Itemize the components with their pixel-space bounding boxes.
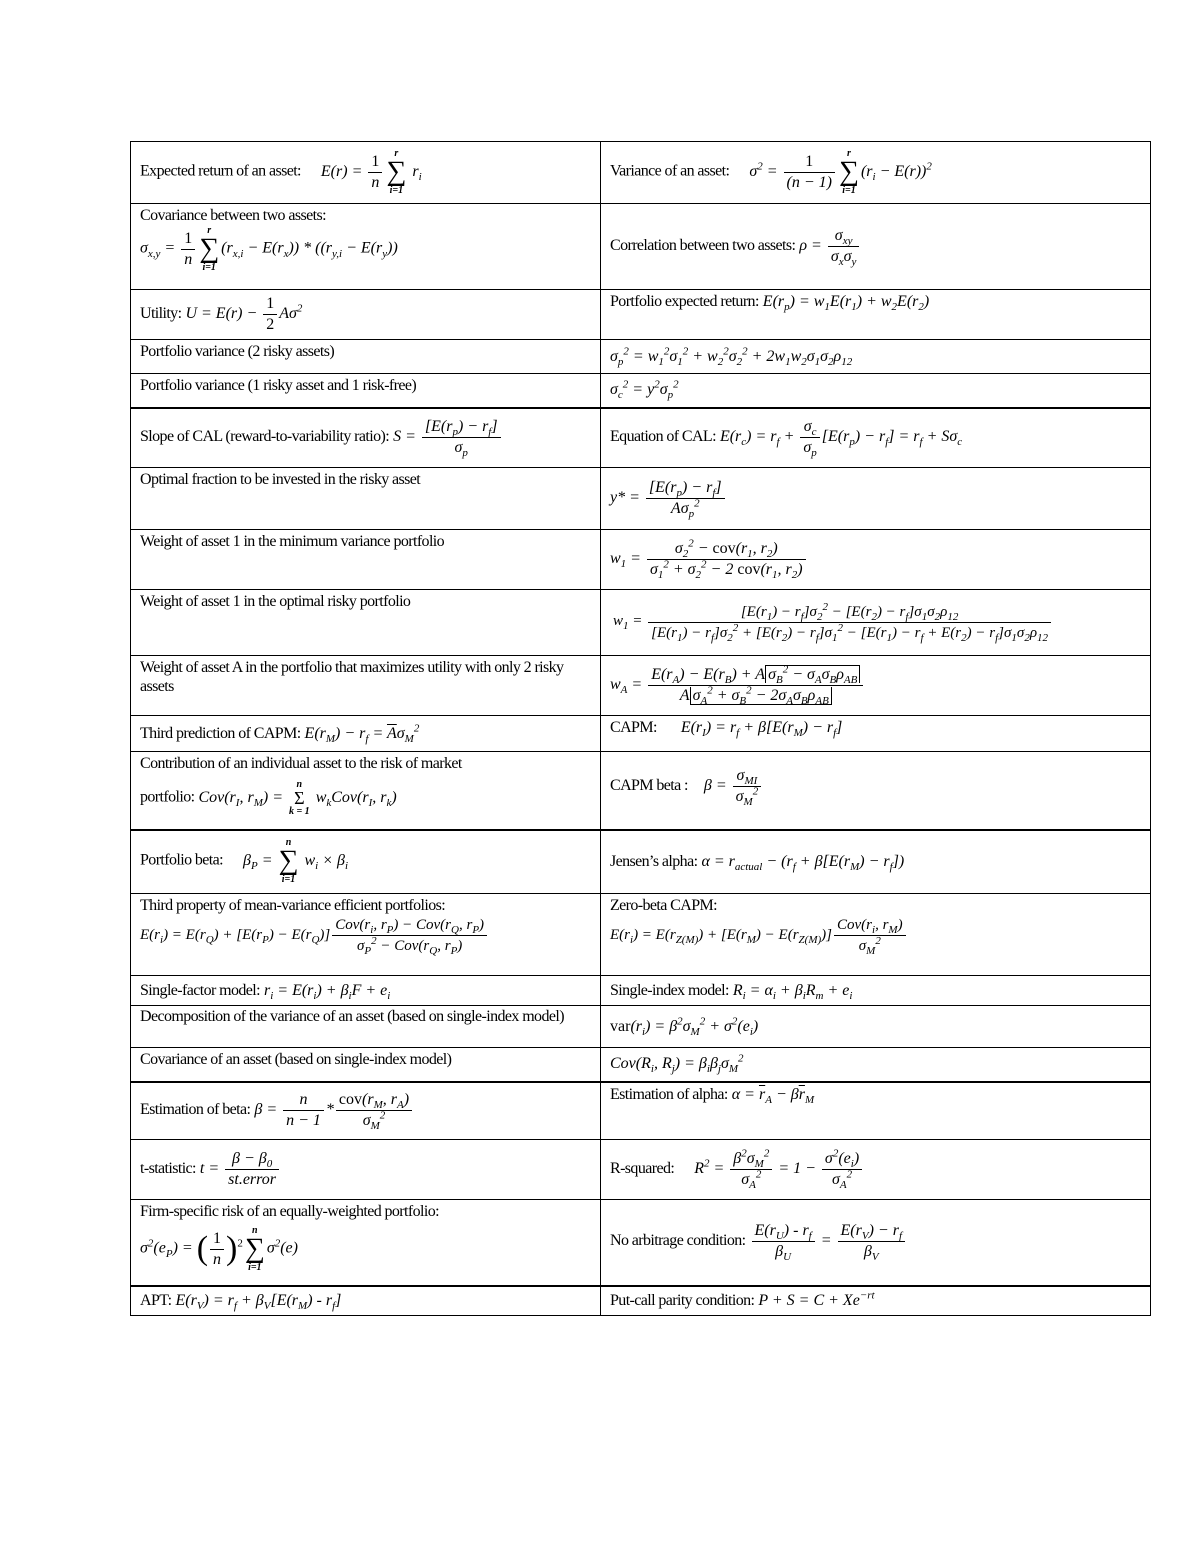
formula-expression: $\sigma^2(e_P)$ = ( $\frac{1}{n}$ )$^2$ n ∑ i=1 $\sigma^2(e)$ [140, 1225, 298, 1273]
formula-cell [601, 340, 1151, 374]
formula-cell [131, 468, 601, 530]
formula-expression: $R^2$ = $\frac{\beta^2\sigma_M^2}{\sigma_A^2}$ = 1 − $\frac{\sigma^2(e_i)}{\sigma_A^2}$ [694, 1160, 864, 1177]
formula-expression: β = $\frac{\sigma_{MI}}{\sigma_M^2}$ [704, 777, 763, 794]
formula-cell [601, 408, 1151, 468]
formula-label: Weight of asset 1 in the minimum variance portfolio [140, 533, 445, 550]
formula-cell [131, 830, 601, 894]
formula-expression: y* = $\frac{[E(r_p) - r_f]}{A\sigma_p^2}$ [610, 489, 727, 506]
formula-label: R-squared: [610, 1159, 675, 1177]
formula-expression: $w_1$ = $[E(r_1) - r_f]\sigma_2^2 - [E(r_2) - r_f]\sigma_1\sigma_2\rho_{12}$ $[E(r_1) - r_f]\sigma_2^2 + [E(r_2) - r_f]\sigma_1^2 - [E(r_1) - r_f + E(r_2) - r_f]\sigma_1\sigma_2\rho_{12}$ [613, 613, 1053, 629]
formula-label: Portfolio variance (1 risky asset and 1 risk-free) [140, 377, 417, 394]
formula-expression: $R_i = \alpha_i + \beta_iR_m + e_i$ [732, 981, 853, 1002]
formula-expression: $\frac{E(r_U) - r_f}{\beta_U}$ = $\frac{E(r_V) - r_f}{\beta_V}$ [750, 1232, 908, 1249]
table-row [131, 142, 1151, 204]
formula-expression: $E(r_V) = r_f + \beta_V[E(r_M) - r_f]$ [175, 1291, 342, 1312]
formula-cell [131, 408, 601, 468]
formula-expression: $E(r_i) = E(r_Q) + [E(r_P) - E(r_Q)]$ $\frac{Cov(r_i, r_P) - Cov(r_Q, r_P)}{\sigma_P^2 - Cov(r_Q, r_P)}$ [140, 915, 591, 956]
formula-label: APT: [140, 1291, 172, 1309]
table-row [131, 1286, 1151, 1316]
table-row [131, 894, 1151, 976]
formula-expression: $Cov(r_I$, $r_M$) = n Σ k = 1 $w_kCov(r_I$, $r_k$) [198, 779, 397, 817]
formula-cell [131, 1140, 601, 1200]
formula-expression: $Cov(R_i$, $R_j) = \beta_i\beta_j\sigma_M^2$ [610, 1052, 744, 1076]
formula-cell [131, 976, 601, 1006]
formula-label: Firm-specific risk of an equally-weighted portfolio: [140, 1203, 439, 1220]
formula-label: Covariance of an asset (based on single-index model) [140, 1051, 452, 1068]
table-row [131, 408, 1151, 468]
formula-expression: $\beta_P$ = n ∑ i=1 $w_i \times \beta_i$ [243, 837, 349, 886]
formula-label: No arbitrage condition: [610, 1232, 746, 1250]
formula-cell [601, 894, 1151, 976]
formula-expression: β = $\frac{n}{n - 1}$ * $\frac{cov(r_M, r_A)}{\sigma_M^2}$ [254, 1101, 414, 1118]
formula-cell [601, 716, 1151, 752]
formula-label: t-statistic: [140, 1159, 196, 1177]
formula-expression: $\alpha = \overline{r}_A - \beta\overline{r}_M$ [731, 1085, 815, 1106]
formula-label: portfolio: [140, 788, 195, 806]
formula-label: Utility: [140, 304, 182, 322]
formula-label: Estimation of alpha: [610, 1085, 728, 1103]
table-row [131, 656, 1151, 716]
formula-label: Covariance between two assets: [140, 207, 326, 224]
formula-expression: S = $\frac{[E(r_p) - r_f]}{\sigma_p}$ [393, 428, 503, 445]
formula-label: Put-call parity condition: [610, 1291, 755, 1309]
formula-expression: $E(r_p) = w_1E(r_1) + w_2E(r_2)$ [762, 293, 930, 314]
formula-cell [131, 142, 601, 204]
formula-cell [601, 590, 1151, 656]
formula-label: Zero-beta CAPM: [610, 897, 717, 914]
formula-cell [131, 894, 601, 976]
table-row [131, 976, 1151, 1006]
table-row [131, 374, 1151, 408]
formula-expression: ρ = $\frac{\sigma_{xy}}{\sigma_x\sigma_y}$ [799, 237, 861, 254]
formula-label: Portfolio variance (2 risky assets) [140, 343, 335, 360]
formula-cell [601, 976, 1151, 1006]
formula-cell [601, 1082, 1151, 1140]
formula-cell [131, 340, 601, 374]
formula-cell [131, 374, 601, 408]
formula-sheet-table [130, 141, 1151, 1316]
formula-label: Weight of asset 1 in the optimal risky portfolio [140, 593, 411, 610]
formula-label: Slope of CAL (reward-to-variability ratio): [140, 427, 390, 445]
formula-label: Single-index model: [610, 981, 729, 999]
formula-cell [131, 290, 601, 340]
formula-label: Third prediction of CAPM: [140, 724, 301, 742]
formula-cell [601, 530, 1151, 590]
formula-cell [601, 468, 1151, 530]
formula-cell [601, 290, 1151, 340]
formula-cell [601, 1048, 1151, 1082]
formula-expression: $E(r_i) = E(r_{Z(M)}) + [E(r_M) - E(r_{Z(M)})]$ $\frac{Cov(r_i, r_M)}{\sigma_M^2}$ [610, 915, 1141, 956]
formula-expression: $w_1$ = $\frac{\sigma_2^2 - cov(r_1, r_2)}{\sigma_1^2 + \sigma_2^2 - 2 cov(r_1, r_2)}$ [610, 550, 808, 567]
formula-cell [131, 1200, 601, 1286]
formula-label: Estimation of beta: [140, 1100, 251, 1118]
formula-label: Correlation between two assets: [610, 236, 796, 254]
formula-label: Expected return of an asset: [140, 162, 301, 180]
formula-label: Variance of an asset: [610, 162, 730, 180]
table-row [131, 204, 1151, 290]
formula-expression: $P + S = C + Xe^{-rt}$ [758, 1289, 875, 1309]
formula-cell [601, 830, 1151, 894]
formula-cell [601, 1140, 1151, 1200]
table-row [131, 530, 1151, 590]
formula-cell [601, 752, 1151, 830]
table-row [131, 1200, 1151, 1286]
table-row [131, 752, 1151, 830]
formula-expression: U = E(r) − $\frac{1}{2}$ $A\sigma^2$ [185, 294, 303, 333]
table-row [131, 340, 1151, 374]
formula-expression: $\sigma^2$ = $\frac{1}{(n - 1)}$ r ∑ i=1 $(r_i - E(r))^2$ [749, 148, 932, 196]
table-row [131, 1006, 1151, 1048]
formula-label: Portfolio expected return: [610, 293, 759, 310]
table-row [131, 1048, 1151, 1082]
formula-label: CAPM beta : [610, 777, 688, 795]
formula-cell [131, 530, 601, 590]
table-row [131, 716, 1151, 752]
formula-expression: $\alpha = r_{actual} - (r_f + \beta[E(r_M) - r_f])$ [701, 852, 905, 873]
formula-cell [131, 1006, 601, 1048]
formula-expression: $w_A$ = $\frac{E(r_A) - E(r_B) + A \sigma_B^2 - \sigma_A\sigma_B\rho_{AB}}{A \sigma_A^2 + \sigma_B^2 - 2\sigma_A\sigma_B\rho_{AB}}$ [610, 676, 865, 693]
table-row [131, 468, 1151, 530]
formula-expression: t = $\frac{\beta - \beta_0}{\text{st.error}}$ [200, 1160, 281, 1177]
formula-label: Contribution of an individual asset to the risk of market [140, 755, 462, 772]
formula-cell [601, 656, 1151, 716]
formula-expression: $E(r_c) = r_f$ + $\frac{\sigma_c}{\sigma_p}$ $[E(r_p) - r_f] = r_f + S\sigma_c$ [719, 417, 963, 459]
table-row [131, 590, 1151, 656]
formula-cell [601, 204, 1151, 290]
formula-cell [601, 1286, 1151, 1316]
formula-cell [131, 590, 601, 656]
formula-cell [601, 374, 1151, 408]
formula-expression: $r_i = E(r_i) + \beta_iF + e_i$ [263, 981, 391, 1002]
formula-cell [131, 1082, 601, 1140]
formula-label: Optimal fraction to be invested in the risky asset [140, 471, 421, 488]
formula-label: Third property of mean-variance efficient portfolios: [140, 897, 446, 914]
formula-cell [131, 656, 601, 716]
formula-label: Single-factor model: [140, 981, 260, 999]
formula-cell [131, 716, 601, 752]
table-row [131, 1140, 1151, 1200]
formula-expression: $\sigma_c^2 = y^2\sigma_p^2$ [610, 378, 679, 402]
formula-expression: $var(r_i) = \beta^2\sigma_M^2 + \sigma^2(e_i)$ [610, 1015, 759, 1038]
formula-cell [131, 752, 601, 830]
formula-cell [601, 142, 1151, 204]
formula-expression: $\sigma_{x,y}$ = $\frac{1}{n}$ r ∑ i=1 $(r_{x,i} - E(r_x)) * ((r_{y,i} - E(r_y))$ [140, 225, 398, 273]
formula-expression: $\sigma_p^2 = w_1^2\sigma_1^2 + w_2^2\sigma_2^2 + 2w_1w_2\sigma_1\sigma_2\rho_{12}$ [610, 345, 853, 368]
formula-label: Decomposition of the variance of an asset (based on single-index model) [140, 1008, 564, 1025]
formula-label: Jensen’s alpha: [610, 852, 698, 870]
formula-expression: $E(r_I) = r_f + \beta[E(r_M) - r_f]$ [680, 719, 843, 740]
table-row [131, 1082, 1151, 1140]
formula-cell [601, 1006, 1151, 1048]
formula-label: Equation of CAL: [610, 427, 716, 445]
formula-cell [601, 1200, 1151, 1286]
formula-cell [131, 1048, 601, 1082]
formula-cell [131, 204, 601, 290]
table-row [131, 290, 1151, 340]
table-row [131, 830, 1151, 894]
formula-expression: E(r) = $\frac{1}{n}$ r ∑ i=1 $r_i$ [320, 148, 422, 196]
formula-label: CAPM: [610, 719, 657, 736]
formula-expression: $E(r_M) - r_f = \overline{A}\sigma_M^2$ [304, 722, 420, 745]
formula-label: Weight of asset A in the portfolio that maximizes utility with only 2 risky assets [140, 659, 564, 695]
formula-cell [131, 1286, 601, 1316]
formula-label: Portfolio beta: [140, 851, 223, 869]
